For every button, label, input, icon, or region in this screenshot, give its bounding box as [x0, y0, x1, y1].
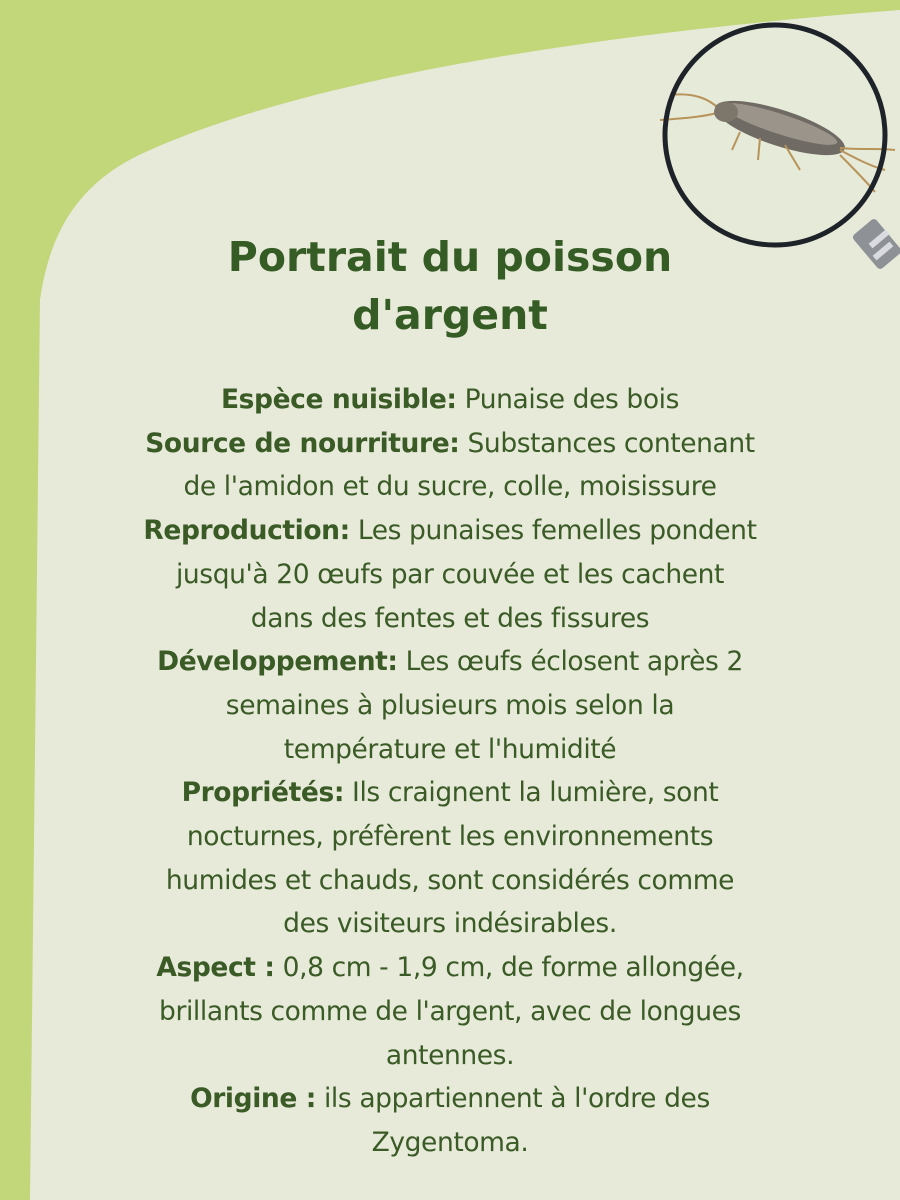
- fact-label: Origine :: [190, 1083, 316, 1115]
- fact-text: ils appartiennent à l'ordre des: [323, 1083, 710, 1115]
- fact-text: Substances contenant: [467, 427, 755, 459]
- fact-text: 0,8 cm - 1,9 cm, de forme allongée,: [282, 952, 744, 984]
- fact-text: brillants comme de l'argent, avec de longues: [159, 995, 741, 1027]
- fact-label: Aspect :: [156, 952, 275, 984]
- fact-line: [50, 422, 850, 466]
- fact-text: Les punaises femelles pondent: [357, 515, 757, 547]
- fact-line: [50, 946, 850, 990]
- fact-text: dans des fentes et des fissures: [250, 602, 650, 634]
- fact-list: [50, 378, 850, 1165]
- fact-label: Propriétés:: [181, 777, 345, 809]
- fact-text: Les œufs éclosent après 2: [405, 646, 743, 678]
- fact-label: Source de nourriture:: [145, 427, 460, 459]
- fact-text: antennes.: [385, 1039, 515, 1071]
- fact-label: Reproduction:: [143, 515, 350, 547]
- fact-text: de l'amidon et du sucre, colle, moisissure: [183, 471, 717, 503]
- fact-text: Punaise des bois: [464, 384, 680, 415]
- fact-line: [50, 1077, 850, 1121]
- fact-text: semaines à plusieurs mois selon la: [225, 689, 675, 721]
- fact-text: Zygentoma.: [371, 1126, 529, 1158]
- page-title: [150, 228, 750, 344]
- fact-text: des visiteurs indésirables.: [283, 908, 617, 940]
- fact-text: humides et chauds, sont considérés comme: [165, 864, 735, 896]
- fact-text: nocturnes, préfèrent les environnements: [186, 821, 714, 853]
- fact-label: Espèce nuisible:: [220, 384, 457, 415]
- magnifier-handle: [851, 218, 900, 271]
- fact-line: [50, 771, 850, 815]
- fact-line: [50, 378, 850, 422]
- title-line-2: d'argent: [352, 291, 548, 339]
- fact-line: [50, 509, 850, 553]
- fact-text: jusqu'à 20 œufs par couvée et les cachent: [175, 558, 725, 590]
- fact-text: température et l'humidité: [283, 733, 617, 765]
- fact-label: Développement:: [157, 646, 398, 678]
- fact-text: Ils craignent la lumière, sont: [352, 777, 719, 809]
- fact-line: [50, 640, 850, 684]
- title-line-1: Portrait du poisson: [227, 233, 673, 281]
